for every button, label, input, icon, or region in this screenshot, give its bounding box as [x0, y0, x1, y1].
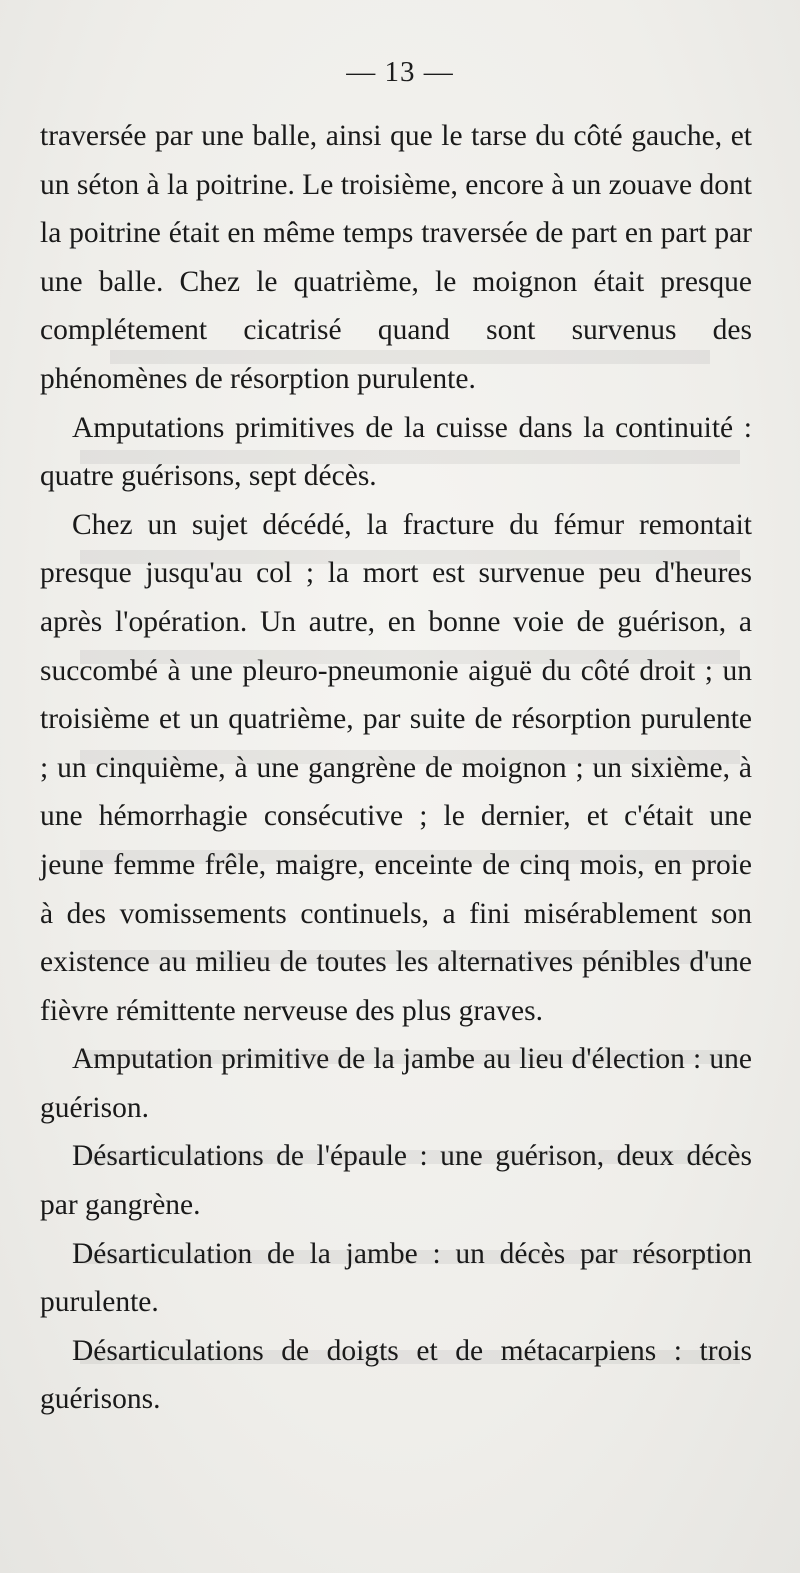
paragraph: traversée par une balle, ainsi que le tarse du côté gauche, et un séton à la poitrine. Le troisième, encore à un zouave dont la poitrine était en même temps traversée de part en part par une balle. Chez le quatrième, le moignon était presque complétement cicatrisé quand sont survenus des phénomènes de résorption purulente. — [40, 120, 752, 395]
paragraph: Désarticulations de doigts et de métacarpiens : trois guérisons. — [40, 1334, 752, 1416]
body-text — [40, 112, 752, 1424]
paragraph: Chez un sujet décédé, la fracture du fémur remontait presque jusqu'au col ; la mort est survenue peu d'heures après l'opération. Un autre, en bonne voie de guérison, a succombé à une pleuro-pneumonie aiguë du côté droit ; un troisième et un quatrième, par suite de résorption purulente ; un cinquième, à une gangrène de moignon ; un sixième, à une hémorrhagie consécutive ; le dernier, et c'était une jeune femme frêle, maigre, enceinte de cinq mois, en proie à des vomissements continuels, a fini misérablement son existence au milieu de toutes les alternatives pénibles d'une fièvre rémittente nerveuse des plus graves. — [40, 508, 752, 1027]
paragraph: Amputations primitives de la cuisse dans la continuité : quatre guérisons, sept décès. — [40, 411, 752, 493]
paragraph: Désarticulations de l'épaule : une guérison, deux décès par gangrène. — [40, 1140, 752, 1222]
page-number: — 13 — — [346, 56, 454, 88]
paragraph: Désarticulation de la jambe : un décès par résorption purulente. — [40, 1237, 752, 1319]
paragraph: Amputation primitive de la jambe au lieu d'élection : une guérison. — [40, 1043, 752, 1124]
